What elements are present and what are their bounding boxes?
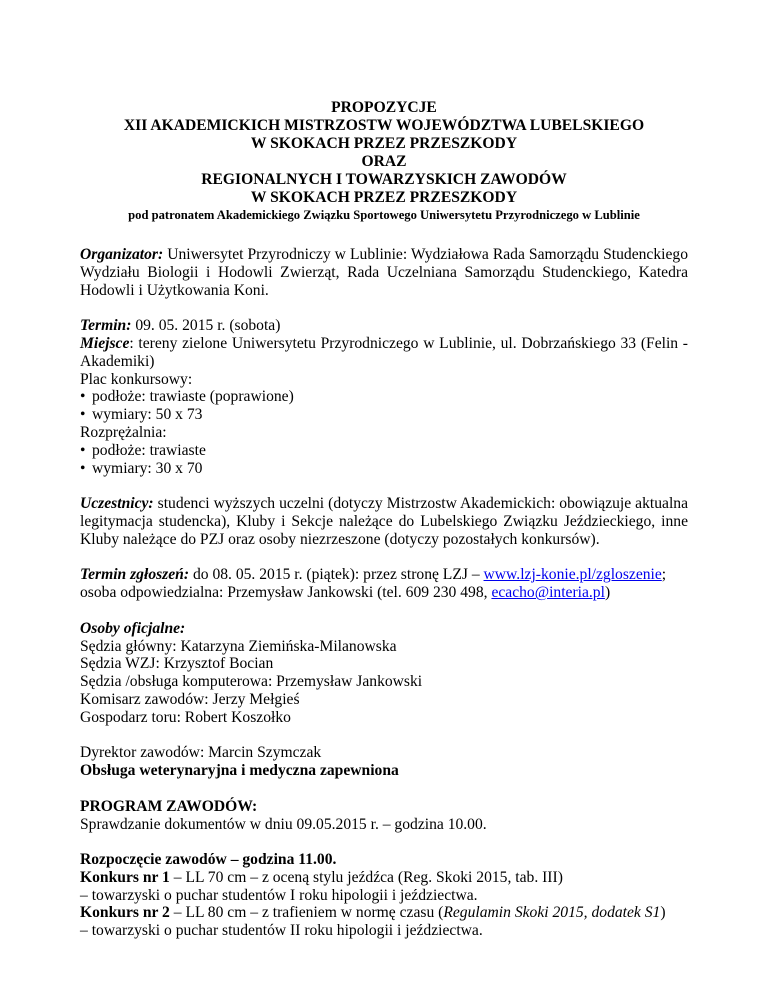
registration-link[interactable]: www.lzj-konie.pl/zgloszenie — [483, 566, 662, 584]
organizer-paragraph — [80, 246, 688, 299]
header-line: XII AKADEMICKICH MISTRZOSTW WOJEWÓDZTWA LUBELSKIEGO — [123, 116, 645, 134]
competition-2-desc: – towarzyski o puchar studentów II roku hipologii i jeździectwa. — [80, 922, 483, 940]
official-line: Sędzia główny: Katarzyna Ziemińska-Milanowska — [80, 637, 397, 655]
place-text: : tereny zielone Uniwersytetu Przyrodniczego w Lublinie, ul. Dobrzańskiego 33 (Felin - Akademiki) — [80, 334, 688, 370]
term-text: 09. 05. 2015 r. (sobota) — [131, 317, 281, 335]
officials-title: Osoby oficjalne: — [80, 619, 186, 637]
registration-label: Termin zgłoszeń: — [80, 566, 190, 584]
header-line: W SKOKACH PRZEZ PRZESZKODY — [250, 134, 518, 152]
official-line: Gospodarz toru: Robert Koszołko — [80, 708, 291, 726]
patronage-line: pod patronatem Akademickiego Związku Sportowego Uniwersytetu Przyrodniczego w Lublinie — [128, 208, 640, 223]
term-line — [80, 317, 688, 335]
term-label: Termin: — [80, 317, 132, 335]
arena-title: Plac konkursowy: — [80, 370, 193, 388]
participants-label: Uczestnicy: — [80, 495, 154, 513]
bullet-icon: • — [80, 388, 86, 406]
official-line: Sędzia /obsługa komputerowa: Przemysław Jankowski — [80, 673, 423, 691]
program-docs: Sprawdzanie dokumentów w dniu 09.05.2015 r. – godzina 10.00. — [80, 815, 487, 833]
official-line: Komisarz zawodów: Jerzy Mełgieś — [80, 690, 300, 708]
program-title: PROGRAM ZAWODÓW: — [80, 797, 258, 815]
email-link[interactable]: ecacho@interia.pl — [491, 584, 605, 602]
competition-2: Konkurs nr 2 – LL 80 cm – z trafieniem w normę czasu (Regulamin Skoki 2015, dodatek S1) — [80, 904, 666, 922]
place-paragraph — [80, 335, 688, 371]
participants-paragraph — [80, 495, 688, 548]
organizer-label: Organizator: — [80, 246, 164, 263]
warmup-bullet: • podłoże: trawiaste — [80, 441, 206, 459]
arena-bullet: • wymiary: 50 x 73 — [80, 406, 203, 424]
arena-bullet: • podłoże: trawiaste (poprawione) — [80, 388, 294, 406]
registration-line: Termin zgłoszeń: do 08. 05. 2015 r. (piątek): przez stronę LZJ – www.lzj-konie.pl/zgloszenie; — [80, 566, 667, 584]
header-line: PROPOZYCJE — [331, 99, 437, 116]
place-label: Miejsce — [80, 334, 130, 352]
official-line: Sędzia WZJ: Krzysztof Bocian — [80, 655, 274, 673]
program-start: Rozpoczęcie zawodów – godzina 11.00. — [80, 851, 337, 869]
bullet-icon: • — [80, 406, 86, 424]
warmup-title: Rozprężalnia: — [80, 423, 167, 441]
document-body — [80, 246, 688, 940]
competition-1: Konkurs nr 1 – LL 70 cm – z oceną stylu jeźdźca (Reg. Skoki 2015, tab. III) — [80, 868, 563, 886]
bullet-icon: • — [80, 459, 86, 477]
header-line: REGIONALNYCH I TOWARZYSKICH ZAWODÓW — [201, 170, 567, 188]
document-header — [60, 99, 708, 224]
medical-line: Obsługa weterynaryjna i medyczna zapewniona — [80, 762, 399, 780]
competition-1-desc: – towarzyski o puchar studentów I roku hipologii i jeździectwa. — [80, 886, 478, 904]
contact-line: osoba odpowiedzialna: Przemysław Jankowski (tel. 609 230 498, ecacho@interia.pl) — [80, 584, 611, 602]
participants-text: studenci wyższych uczelni (dotyczy Mistrzostw Akademickich: obowiązuje aktualna legitymacja studencka), Kluby i Sekcje należące do Lubelskiego Związku Jeździeckiego, inne Kluby należące do PZJ oraz osoby niezrzeszone (dotyczy pozostałych konkursów). — [80, 495, 688, 548]
director-line: Dyrektor zawodów: Marcin Szymczak — [80, 744, 322, 762]
warmup-bullet: • wymiary: 30 x 70 — [80, 459, 203, 477]
organizer-text: Uniwersytet Przyrodniczy w Lublinie: Wydziałowa Rada Samorządu Studenckiego Wydziału Biologii i Hodowli Zwierząt, Rada Uczelniana Samorządu Studenckiego, Katedra Hodowli i Użytkowania Koni. — [80, 246, 688, 299]
header-line: W SKOKACH PRZEZ PRZESZKODY — [250, 188, 518, 206]
bullet-icon: • — [80, 441, 86, 459]
header-line: ORAZ — [361, 152, 407, 170]
